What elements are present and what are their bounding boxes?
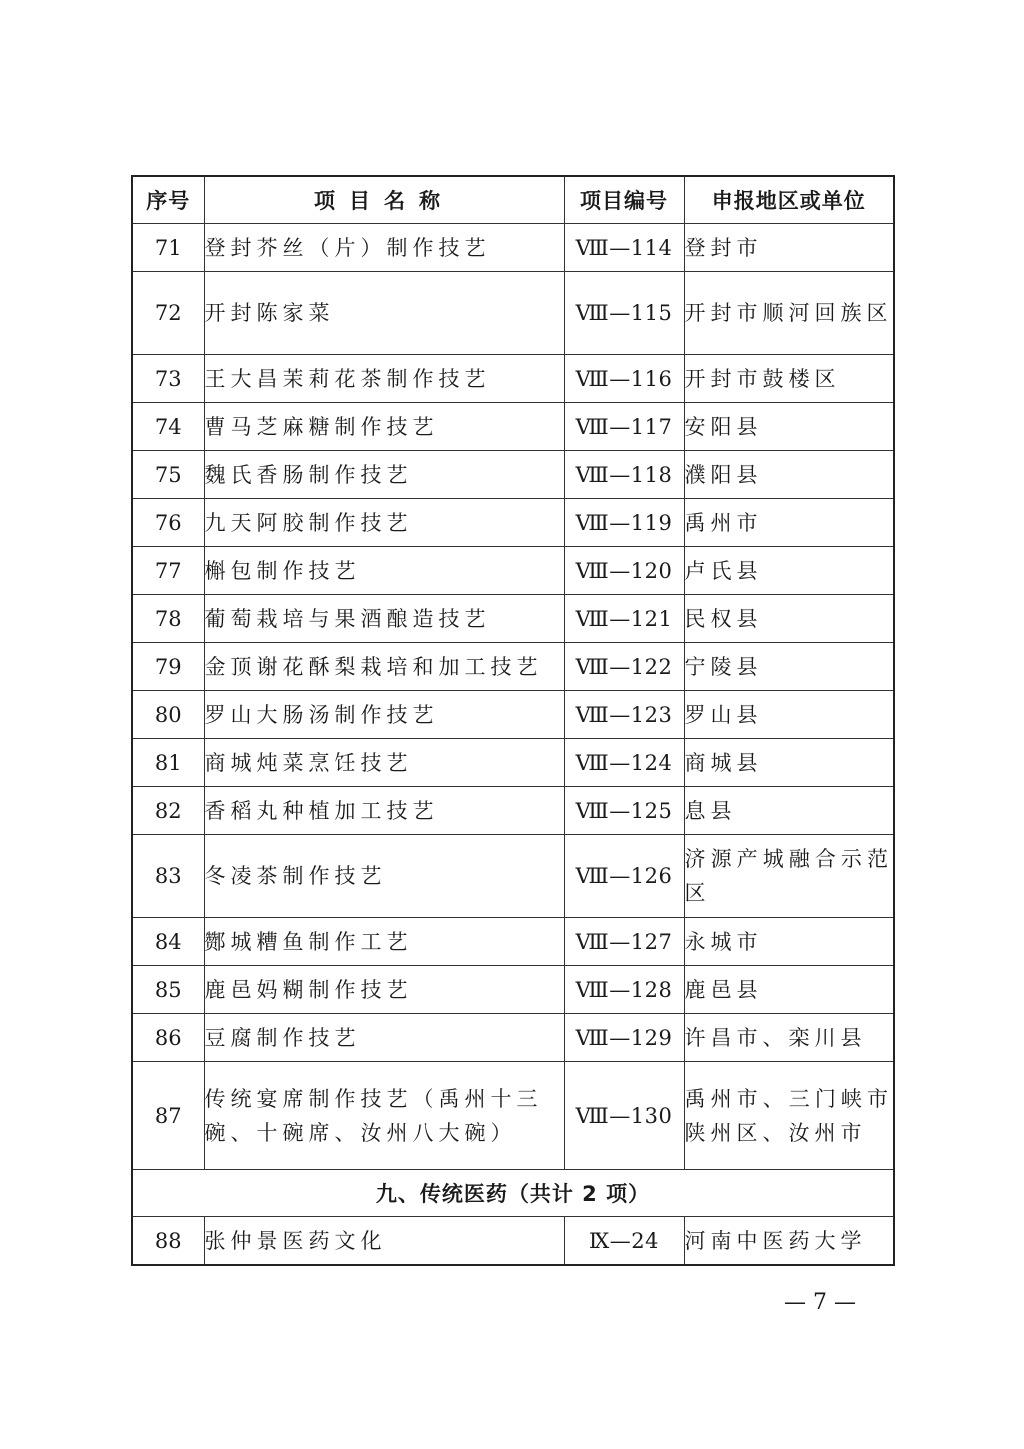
row-index: 78 bbox=[132, 595, 204, 643]
row-index: 73 bbox=[132, 355, 204, 403]
row-code: Ⅷ—125 bbox=[564, 787, 684, 835]
row-code: Ⅷ—124 bbox=[564, 739, 684, 787]
row-name: 鹿邑妈糊制作技艺 bbox=[204, 966, 564, 1014]
row-code: Ⅷ—121 bbox=[564, 595, 684, 643]
table-row bbox=[132, 595, 894, 643]
row-name: 开封陈家菜 bbox=[204, 272, 564, 355]
table-row bbox=[132, 355, 894, 403]
heritage-list-table bbox=[131, 175, 895, 1266]
table-row bbox=[132, 643, 894, 691]
row-region: 许昌市、栾川县 bbox=[684, 1014, 894, 1062]
row-code: Ⅷ—127 bbox=[564, 918, 684, 966]
row-code: Ⅷ—123 bbox=[564, 691, 684, 739]
row-index: 75 bbox=[132, 451, 204, 499]
row-index: 83 bbox=[132, 835, 204, 918]
row-name: 魏氏香肠制作技艺 bbox=[204, 451, 564, 499]
row-name: 金顶谢花酥梨栽培和加工技艺 bbox=[204, 643, 564, 691]
row-code: Ⅷ—119 bbox=[564, 499, 684, 547]
row-index: 87 bbox=[132, 1062, 204, 1170]
row-index: 84 bbox=[132, 918, 204, 966]
row-region: 罗山县 bbox=[684, 691, 894, 739]
row-region: 登封市 bbox=[684, 224, 894, 272]
row-code: Ⅷ—126 bbox=[564, 835, 684, 918]
row-name: 罗山大肠汤制作技艺 bbox=[204, 691, 564, 739]
table-row bbox=[132, 547, 894, 595]
row-region: 永城市 bbox=[684, 918, 894, 966]
row-code: Ⅷ—116 bbox=[564, 355, 684, 403]
row-name: 张仲景医药文化 bbox=[204, 1217, 564, 1266]
table-row bbox=[132, 787, 894, 835]
table-row bbox=[132, 918, 894, 966]
row-code: Ⅷ—117 bbox=[564, 403, 684, 451]
table-row bbox=[132, 691, 894, 739]
row-name: 豆腐制作技艺 bbox=[204, 1014, 564, 1062]
row-index: 76 bbox=[132, 499, 204, 547]
row-index: 81 bbox=[132, 739, 204, 787]
row-region: 商城县 bbox=[684, 739, 894, 787]
row-name: 葡萄栽培与果酒酿造技艺 bbox=[204, 595, 564, 643]
table-row bbox=[132, 1217, 894, 1266]
row-index: 71 bbox=[132, 224, 204, 272]
row-index: 72 bbox=[132, 272, 204, 355]
row-region: 息县 bbox=[684, 787, 894, 835]
header-region: 申报地区或单位 bbox=[684, 176, 894, 224]
row-code: Ⅷ—114 bbox=[564, 224, 684, 272]
row-region: 禹州市 bbox=[684, 499, 894, 547]
row-name: 香稻丸种植加工技艺 bbox=[204, 787, 564, 835]
row-code: Ⅷ—122 bbox=[564, 643, 684, 691]
row-code: Ⅸ—24 bbox=[564, 1217, 684, 1266]
row-index: 86 bbox=[132, 1014, 204, 1062]
table-row bbox=[132, 403, 894, 451]
row-region: 濮阳县 bbox=[684, 451, 894, 499]
row-code: Ⅷ—129 bbox=[564, 1014, 684, 1062]
row-region: 禹州市、三门峡市陕州区、汝州市 bbox=[684, 1062, 894, 1170]
row-name: 传统宴席制作技艺（禹州十三碗、十碗席、汝州八大碗） bbox=[204, 1062, 564, 1170]
row-name: 商城炖菜烹饪技艺 bbox=[204, 739, 564, 787]
row-index: 82 bbox=[132, 787, 204, 835]
row-name: 冬凌茶制作技艺 bbox=[204, 835, 564, 918]
row-region: 安阳县 bbox=[684, 403, 894, 451]
row-region: 鹿邑县 bbox=[684, 966, 894, 1014]
table-row bbox=[132, 499, 894, 547]
section-row bbox=[132, 1170, 894, 1217]
row-index: 85 bbox=[132, 966, 204, 1014]
table-row bbox=[132, 966, 894, 1014]
row-region: 济源产城融合示范区 bbox=[684, 835, 894, 918]
table-header-row bbox=[132, 176, 894, 224]
row-name: 登封芥丝（片）制作技艺 bbox=[204, 224, 564, 272]
row-code: Ⅷ—120 bbox=[564, 547, 684, 595]
row-region: 卢氏县 bbox=[684, 547, 894, 595]
row-name: 王大昌茉莉花茶制作技艺 bbox=[204, 355, 564, 403]
page-number: — 7 — bbox=[784, 1290, 856, 1315]
row-name: 酂城糟鱼制作工艺 bbox=[204, 918, 564, 966]
table-row bbox=[132, 835, 894, 918]
row-code: Ⅷ—118 bbox=[564, 451, 684, 499]
row-region: 开封市鼓楼区 bbox=[684, 355, 894, 403]
header-name: 项目名称 bbox=[204, 176, 564, 224]
table-row bbox=[132, 1014, 894, 1062]
row-name: 九天阿胶制作技艺 bbox=[204, 499, 564, 547]
row-region: 民权县 bbox=[684, 595, 894, 643]
table-row bbox=[132, 451, 894, 499]
row-index: 79 bbox=[132, 643, 204, 691]
table-row bbox=[132, 1062, 894, 1170]
table-row bbox=[132, 272, 894, 355]
row-code: Ⅷ—115 bbox=[564, 272, 684, 355]
row-index: 77 bbox=[132, 547, 204, 595]
row-region: 河南中医药大学 bbox=[684, 1217, 894, 1266]
header-code: 项目编号 bbox=[564, 176, 684, 224]
row-code: Ⅷ—128 bbox=[564, 966, 684, 1014]
row-index: 74 bbox=[132, 403, 204, 451]
row-name: 曹马芝麻糖制作技艺 bbox=[204, 403, 564, 451]
row-index: 88 bbox=[132, 1217, 204, 1266]
section-heading-traditional-medicine: 九、传统医药（共计 2 项） bbox=[132, 1170, 894, 1217]
row-name: 槲包制作技艺 bbox=[204, 547, 564, 595]
row-code: Ⅷ—130 bbox=[564, 1062, 684, 1170]
table-row bbox=[132, 739, 894, 787]
row-region: 宁陵县 bbox=[684, 643, 894, 691]
header-index: 序号 bbox=[132, 176, 204, 224]
row-region: 开封市顺河回族区 bbox=[684, 272, 894, 355]
row-index: 80 bbox=[132, 691, 204, 739]
table-row bbox=[132, 224, 894, 272]
